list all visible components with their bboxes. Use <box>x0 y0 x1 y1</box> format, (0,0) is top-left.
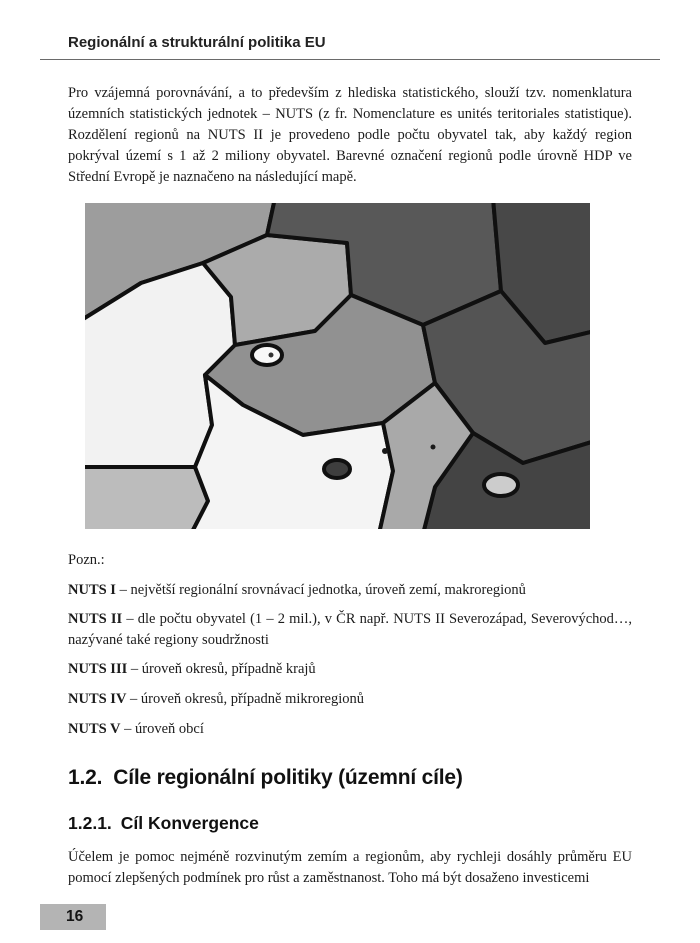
header-divider <box>40 59 660 60</box>
subsection-title: Cíl Konvergence <box>120 813 259 834</box>
nuts-term: NUTS V <box>68 720 121 737</box>
nuts-definition: – úroveň okresů, případně mikroregionů <box>130 690 365 707</box>
nuts-term: NUTS IV <box>68 690 127 707</box>
nuts-item-2 <box>68 609 632 650</box>
nuts-term: NUTS II <box>68 611 123 628</box>
nuts-definition: – největší regionální srovnávací jednotka, úroveň zemí, makroregionů <box>119 581 526 598</box>
running-header: Regionální a strukturální politika EU <box>68 34 326 51</box>
intro-paragraph: Pro vzájemná porovnávání, a to především z hlediska statistického, slouží tzv. nomenklatura územních statistických jednotek – NUTS (z fr. Nomenclature es unités teritoriales statistique). Rozdělení regionů na NUTS II je provedeno podle počtu obyvatel tak, aby každý region pokrýval území s 1 až 2 miliony obyvatel. Barevné označení regionů podle úrovně HDP ve Střední Evropě je naznačeno na následující mapě. <box>68 85 632 186</box>
section-title: Cíle regionální politiky (územní cíle) <box>113 766 463 790</box>
nuts-regions-map <box>85 203 590 529</box>
nuts-definition: – úroveň okresů, případně krajů <box>130 661 316 678</box>
subsection-number: 1.2.1. <box>68 813 112 834</box>
nuts-term: NUTS I <box>68 581 116 598</box>
section-heading <box>68 766 632 790</box>
nuts-definition: – dle počtu obyvatel (1 – 2 mil.), v ČR např. NUTS II Severozápad, Severovýchod…, nazývané také regiony soudržnosti <box>68 611 632 648</box>
nuts-term: NUTS III <box>68 661 128 678</box>
page-number: 16 <box>66 908 84 925</box>
nuts-definition: – úroveň obcí <box>124 720 204 737</box>
body-paragraph: Účelem je pomoc nejméně rozvinutým zemím a regionům, aby rychleji dosáhly průměru EU pomocí zlepšených podmínek pro růst a zaměstnanost. Toho má být dosaženo investicemi <box>68 849 632 887</box>
page-number-bar <box>40 904 106 930</box>
note-label: Pozn.: <box>68 552 105 569</box>
section-number: 1.2. <box>68 766 103 790</box>
map-image <box>85 203 590 529</box>
nuts-item-5 <box>68 719 632 740</box>
nuts-item-3 <box>68 659 632 680</box>
nuts-item-1 <box>68 580 632 601</box>
subsection-heading <box>68 813 632 834</box>
nuts-item-4 <box>68 689 632 710</box>
